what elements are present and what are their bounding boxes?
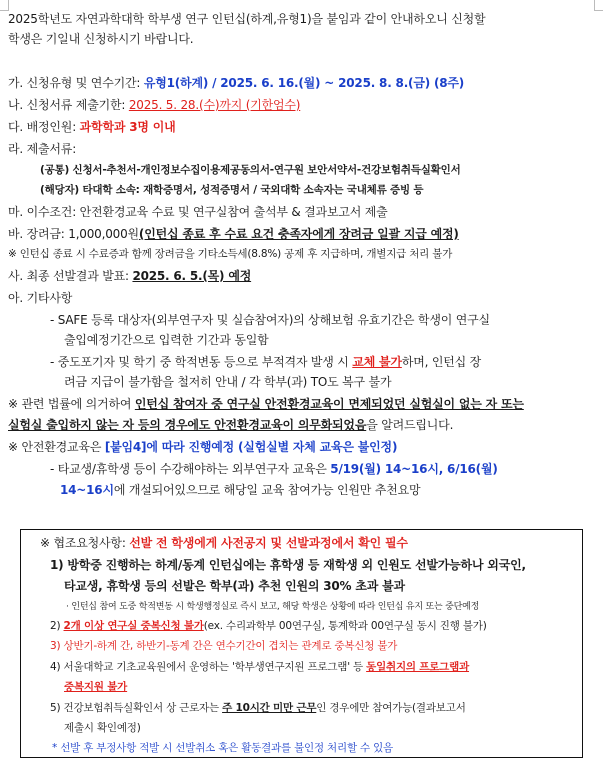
item-ba xyxy=(8,225,459,243)
item-ga-value: 유형1(하계) / 2025. 6. 16.(월) ~ 2025. 8. 8.(금) (8주) xyxy=(143,76,465,90)
law-line-1 xyxy=(8,395,524,413)
notice-6: * 선발 후 부정사항 적발 시 선발취소 혹은 활동결과를 불인정 처리할 수 있음 xyxy=(52,742,393,754)
notice-2 xyxy=(50,617,487,635)
law-bold: 인턴십 참여자 중 연구실 안전환경교육이 면제되었던 실험실이 없는 자 또는 xyxy=(134,397,524,411)
notice-2-red: 2개 이상 연구실 중복신청 불가 xyxy=(63,620,204,632)
item-ra-applicable: (해당자) 타대학 소속: 재학증명서, 성적증명서 / 국외대학 소속자는 국내체류 증빙 등 xyxy=(40,184,424,196)
item-da-value: 과학학과 3명 이내 xyxy=(79,120,176,134)
item-ga-label: 가. 신청유형 및 연수기간: xyxy=(8,76,144,90)
safety-pre: ※ 안전환경교육은 xyxy=(8,440,105,454)
item-ba-label: 바. 장려금: 1,000,000원 xyxy=(8,227,139,241)
item-a: 아. 기타사항 xyxy=(8,291,73,305)
notice-1-sub: · 인턴십 참여 도중 학적변동 시 학생행정실로 즉시 보고, 해당 학생은 상황에 따라 인턴십 유지 또는 중단예정 xyxy=(66,602,480,612)
item-da-label: 다. 배정인원: xyxy=(8,120,80,134)
item-ga xyxy=(8,74,464,92)
item-a2-pre: - 중도포기자 및 학기 중 학적변동 등으로 부적격자 발생 시 xyxy=(50,355,353,369)
item-sa-label: 사. 최종 선발결과 발표: xyxy=(8,269,133,283)
item-ma: 마. 이수조건: 안전환경교육 수료 및 연구실참여 출석부 & 결과보고서 제출 xyxy=(8,205,388,219)
notice-head-pre: ※ 협조요청사항: xyxy=(40,536,130,550)
safety-line xyxy=(8,438,397,456)
notice-4-line-2: 중복지원 불가 xyxy=(64,681,128,693)
item-da xyxy=(8,118,176,136)
item-sa-value: 2025. 6. 5.(목) 예정 xyxy=(132,269,252,283)
item-a2-post: 하며, 인턴십 장 xyxy=(401,355,482,369)
item-ba-note: ※ 인턴십 종료 시 수료증과 함께 장려금을 기타소득세(8.8%) 공제 후 지급하며, 개별지급 처리 불가 xyxy=(8,248,453,260)
notice-head xyxy=(40,534,408,552)
notice-5-line-1 xyxy=(50,699,466,717)
item-a2-line-2: 려금 지급이 불가함을 철저히 안내 / 각 학부(과) TO도 복구 불가 xyxy=(64,375,392,389)
item-na-label: 나. 신청서류 제출기한: xyxy=(8,98,129,112)
item-sa xyxy=(8,267,251,285)
item-a1-line-1: - SAFE 등록 대상자(외부연구자 및 실습참여자)의 상해보험 유효기간은 학생이 연구실 xyxy=(50,313,490,327)
notice-head-red: 선발 전 학생에게 사전공지 및 선발과정에서 확인 필수 xyxy=(129,536,408,550)
intro-line-2: 학생은 기일내 신청하시기 바랍니다. xyxy=(8,32,194,46)
notice-5-post: 인 경우에만 참여가능(결과보고서 xyxy=(316,702,466,714)
notice-4-red: 동일취지의 프로그램과 xyxy=(366,661,470,673)
item-a2-red: 교체 불가 xyxy=(352,355,402,369)
notice-1-line-1: 1) 방학중 진행하는 하계/동계 인턴십에는 휴학생 등 재학생 외 인원도 선발가능하나 외국인, xyxy=(50,558,526,572)
notice-4-pre: 4) 서울대학교 기초교육원에서 운영하는 '학부생연구지원 프로그램' 등 xyxy=(50,661,367,673)
corner-mark-right xyxy=(594,0,603,11)
safety-sub-line-2 xyxy=(60,481,420,499)
notice-2-num: 2) xyxy=(50,620,64,632)
item-ra: 라. 제출서류: xyxy=(8,142,77,156)
notice-5-bold: 주 10시간 미만 근무 xyxy=(222,702,317,714)
item-a2-line-1 xyxy=(50,353,481,371)
safety-sub-line-1 xyxy=(50,460,498,478)
item-ra-common: (공통) 신청서-추천서-개인정보수집이용제공동의서-연구원 보안서약서-건강보험취득실확인서 xyxy=(40,164,461,176)
item-na-value: 2025. 5. 28.(수)까지 (기한엄수) xyxy=(128,98,301,112)
safety-sub2-post: 에 개설되어있으므로 해당일 교육 참여가능 인원만 추천요망 xyxy=(113,483,421,497)
notice-3: 3) 상반기-하계 간, 하반기-동계 간은 연수기간이 겹치는 관계로 중복신청 불가 xyxy=(50,640,398,652)
notice-5-line-2: 제출시 확인예정) xyxy=(64,722,141,734)
intro-line-1: 2025학년도 자연과학대학 학부생 연구 인턴십(하계,유형1)을 붙임과 같이 안내하오니 신청할 xyxy=(8,12,486,26)
safety-sub1-blue: 5/19(월) 14~16시, 6/16(월) xyxy=(330,462,498,476)
law-pre: ※ 관련 법률에 의거하여 xyxy=(8,397,135,411)
safety-sub1-pre: - 타교생/휴학생 등이 수강해야하는 외부연구자 교육은 xyxy=(50,462,331,476)
item-na xyxy=(8,96,300,114)
notice-4-line-1 xyxy=(50,658,469,676)
item-a1-line-2: 출입예정기간으로 입력한 기간과 동일함 xyxy=(64,333,269,347)
law-line-2 xyxy=(8,416,453,434)
item-ba-value: (인턴십 종료 후 수료 요건 충족자에게 장려금 일괄 지급 예정) xyxy=(138,227,459,241)
notice-5-pre: 5) 건강보험취득실확인서 상 근로자는 xyxy=(50,702,223,714)
notice-1-line-2: 타교생, 휴학생 등의 선발은 학부(과) 추천 인원의 30% 초과 불과 xyxy=(64,579,405,593)
law-line-2-bold: 실험실 출입하지 않는 자 등의 경우에도 안전환경교육이 의무화되었음 xyxy=(8,418,367,432)
safety-blue: [붙임4]에 따라 진행예정 (실험실별 자체 교육은 불인정) xyxy=(104,440,398,454)
safety-sub2-blue: 14~16시 xyxy=(60,483,114,497)
law-line-2-post: 을 알려드립니다. xyxy=(366,418,454,432)
notice-2-post: (ex. 수리과학부 00연구실, 통계학과 00연구실 동시 진행 불가) xyxy=(203,620,487,632)
